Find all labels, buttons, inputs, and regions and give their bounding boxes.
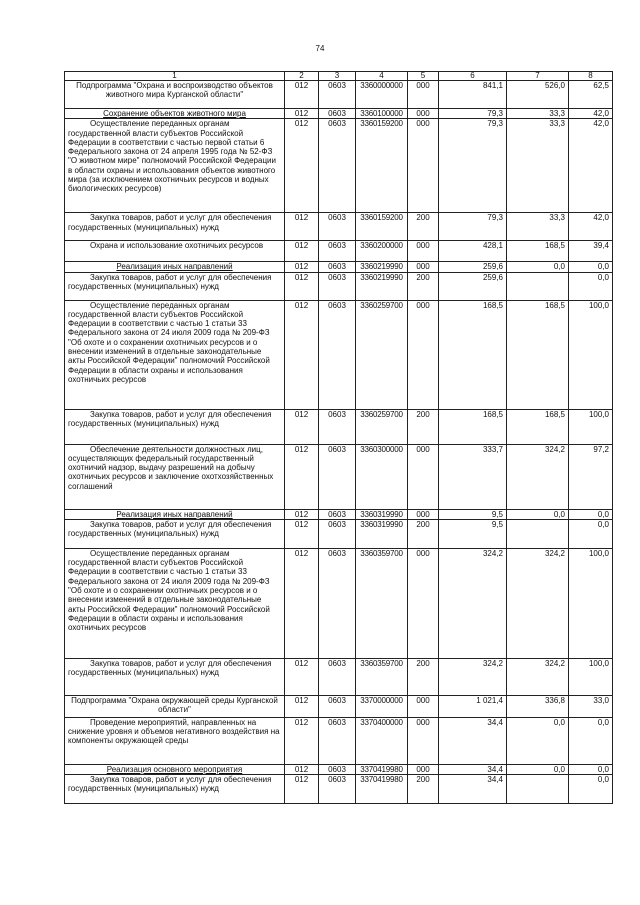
- cell-expense-type: 200: [408, 775, 439, 804]
- cell-planned: 168,5: [439, 409, 507, 444]
- row-name: Закупка товаров, работ и услуг для обеспечения государственных (муниципальных) нужд: [65, 658, 285, 695]
- cell-executed: [507, 519, 569, 548]
- cell-section-code: 0603: [319, 509, 356, 519]
- cell-ministry-code: 012: [285, 775, 319, 804]
- cell-section-code: 0603: [319, 213, 356, 241]
- cell-ministry-code: 012: [285, 109, 319, 119]
- cell-expense-type: 200: [408, 409, 439, 444]
- table-row: [65, 764, 613, 774]
- page-number: 74: [315, 44, 325, 53]
- row-name: Реализация иных направлений: [65, 509, 285, 519]
- cell-ministry-code: 012: [285, 213, 319, 241]
- cell-percent: 100,0: [569, 548, 613, 658]
- cell-executed: 0,0: [507, 764, 569, 774]
- cell-ministry-code: 012: [285, 81, 319, 109]
- cell-expense-type: 000: [408, 119, 439, 213]
- cell-expense-type: 000: [408, 764, 439, 774]
- cell-expense-type: 000: [408, 548, 439, 658]
- cell-target-article: 3370419980: [356, 775, 408, 804]
- cell-section-code: 0603: [319, 548, 356, 658]
- cell-target-article: 3360319990: [356, 519, 408, 548]
- cell-executed: [507, 775, 569, 804]
- row-name: Охрана и использование охотничьих ресурсов: [65, 241, 285, 262]
- cell-planned: 324,2: [439, 548, 507, 658]
- cell-planned: 324,2: [439, 658, 507, 695]
- cell-percent: 42,0: [569, 109, 613, 119]
- cell-target-article: 3360359700: [356, 658, 408, 695]
- cell-ministry-code: 012: [285, 300, 319, 409]
- cell-executed: 168,5: [507, 409, 569, 444]
- cell-planned: 428,1: [439, 241, 507, 262]
- cell-target-article: 3360259700: [356, 409, 408, 444]
- table-row: [65, 272, 613, 300]
- column-header: 2: [285, 72, 319, 81]
- cell-percent: 0,0: [569, 764, 613, 774]
- row-name: Осуществление переданных органам государственной власти субъектов Российской Федерации в соответствии с частью 1 статьи 33 Федерального закона от 24 июля 2009 года № 209-ФЗ "Об охоте и о сохранении охотничьих ресурсов и о внесении изменений в отдельные законодательные акты Российской Федерации" полномочий Российской Федерации в области охраны и использования охотничьих ресурсов: [65, 548, 285, 658]
- cell-percent: 33,0: [569, 695, 613, 717]
- cell-expense-type: 000: [408, 509, 439, 519]
- cell-section-code: 0603: [319, 119, 356, 213]
- cell-planned: 168,5: [439, 300, 507, 409]
- cell-executed: 0,0: [507, 262, 569, 272]
- cell-section-code: 0603: [319, 109, 356, 119]
- row-name: Закупка товаров, работ и услуг для обеспечения государственных (муниципальных) нужд: [65, 272, 285, 300]
- table-row: [65, 444, 613, 509]
- budget-table-body: [65, 72, 613, 804]
- row-name: Сохранение объектов животного мира: [65, 109, 285, 119]
- cell-section-code: 0603: [319, 444, 356, 509]
- cell-ministry-code: 012: [285, 519, 319, 548]
- cell-ministry-code: 012: [285, 272, 319, 300]
- cell-planned: 9,5: [439, 519, 507, 548]
- cell-percent: 0,0: [569, 775, 613, 804]
- cell-percent: 39,4: [569, 241, 613, 262]
- table-row: [65, 775, 613, 804]
- cell-expense-type: 200: [408, 272, 439, 300]
- cell-expense-type: 000: [408, 695, 439, 717]
- cell-planned: 333,7: [439, 444, 507, 509]
- table-row: [65, 241, 613, 262]
- cell-target-article: 3360200000: [356, 241, 408, 262]
- row-name: Подпрограмма "Охрана и воспроизводство объектов животного мира Курганской области": [65, 81, 285, 109]
- cell-target-article: 3360159200: [356, 213, 408, 241]
- cell-target-article: 3360159200: [356, 119, 408, 213]
- cell-ministry-code: 012: [285, 409, 319, 444]
- cell-planned: 34,4: [439, 764, 507, 774]
- cell-percent: 0,0: [569, 717, 613, 764]
- row-name: Закупка товаров, работ и услуг для обеспечения государственных (муниципальных) нужд: [65, 213, 285, 241]
- cell-executed: 324,2: [507, 658, 569, 695]
- column-header: 6: [439, 72, 507, 81]
- table-row: [65, 509, 613, 519]
- cell-expense-type: 200: [408, 519, 439, 548]
- cell-expense-type: 000: [408, 241, 439, 262]
- cell-percent: 100,0: [569, 300, 613, 409]
- row-name: Реализация основного мероприятия: [65, 764, 285, 774]
- cell-percent: 42,0: [569, 119, 613, 213]
- cell-target-article: 3360300000: [356, 444, 408, 509]
- cell-ministry-code: 012: [285, 548, 319, 658]
- cell-executed: [507, 272, 569, 300]
- cell-section-code: 0603: [319, 695, 356, 717]
- cell-percent: 0,0: [569, 509, 613, 519]
- column-header: 7: [507, 72, 569, 81]
- column-header: 4: [356, 72, 408, 81]
- table-row: [65, 548, 613, 658]
- cell-target-article: 3360100000: [356, 109, 408, 119]
- cell-executed: 324,2: [507, 444, 569, 509]
- column-header: 1: [65, 72, 285, 81]
- table-row: [65, 81, 613, 109]
- cell-ministry-code: 012: [285, 119, 319, 213]
- table-row: [65, 300, 613, 409]
- cell-expense-type: 000: [408, 717, 439, 764]
- row-name: Подпрограмма "Охрана окружающей среды Курганской области": [65, 695, 285, 717]
- cell-executed: 168,5: [507, 241, 569, 262]
- cell-percent: 100,0: [569, 409, 613, 444]
- cell-executed: 33,3: [507, 213, 569, 241]
- cell-ministry-code: 012: [285, 262, 319, 272]
- cell-executed: 324,2: [507, 548, 569, 658]
- cell-percent: 0,0: [569, 272, 613, 300]
- cell-target-article: 3360359700: [356, 548, 408, 658]
- cell-ministry-code: 012: [285, 695, 319, 717]
- cell-section-code: 0603: [319, 81, 356, 109]
- cell-target-article: 3360319990: [356, 509, 408, 519]
- cell-section-code: 0603: [319, 409, 356, 444]
- cell-executed: 0,0: [507, 509, 569, 519]
- cell-planned: 79,3: [439, 119, 507, 213]
- row-name: Осуществление переданных органам государственной власти субъектов Российской Федерации в соответствии с частью первой статьи 6 Федерального закона от 24 апреля 1995 года № 52-ФЗ "О животном мире" полномочий Российской Федерации в области охраны и использования объектов животного мира (за исключением охотничьих ресурсов и водных биологических ресурсов): [65, 119, 285, 213]
- cell-expense-type: 000: [408, 444, 439, 509]
- cell-planned: 841,1: [439, 81, 507, 109]
- row-name: Закупка товаров, работ и услуг для обеспечения государственных (муниципальных) нужд: [65, 519, 285, 548]
- table-row: [65, 109, 613, 119]
- cell-percent: 0,0: [569, 262, 613, 272]
- cell-ministry-code: 012: [285, 717, 319, 764]
- cell-ministry-code: 012: [285, 509, 319, 519]
- column-header: 8: [569, 72, 613, 81]
- cell-expense-type: 000: [408, 81, 439, 109]
- cell-expense-type: 000: [408, 300, 439, 409]
- budget-table: [64, 71, 613, 804]
- cell-percent: 42,0: [569, 213, 613, 241]
- cell-section-code: 0603: [319, 519, 356, 548]
- cell-section-code: 0603: [319, 764, 356, 774]
- cell-target-article: 3360259700: [356, 300, 408, 409]
- row-name: Закупка товаров, работ и услуг для обеспечения государственных (муниципальных) нужд: [65, 775, 285, 804]
- cell-planned: 1 021,4: [439, 695, 507, 717]
- cell-planned: 259,6: [439, 272, 507, 300]
- cell-executed: 526,0: [507, 81, 569, 109]
- cell-section-code: 0603: [319, 262, 356, 272]
- cell-target-article: 3370400000: [356, 717, 408, 764]
- cell-ministry-code: 012: [285, 444, 319, 509]
- cell-section-code: 0603: [319, 658, 356, 695]
- cell-section-code: 0603: [319, 717, 356, 764]
- cell-target-article: 3360000000: [356, 81, 408, 109]
- cell-planned: 34,4: [439, 775, 507, 804]
- cell-section-code: 0603: [319, 300, 356, 409]
- cell-section-code: 0603: [319, 272, 356, 300]
- table-row: [65, 695, 613, 717]
- cell-planned: 79,3: [439, 109, 507, 119]
- column-header: 5: [408, 72, 439, 81]
- cell-expense-type: 200: [408, 658, 439, 695]
- table-row: [65, 519, 613, 548]
- table-row: [65, 409, 613, 444]
- cell-executed: 33,3: [507, 119, 569, 213]
- cell-percent: 62,5: [569, 81, 613, 109]
- cell-expense-type: 000: [408, 109, 439, 119]
- cell-ministry-code: 012: [285, 764, 319, 774]
- row-name: Обеспечение деятельности должностных лиц, осуществляющих федеральный государственный охотничий надзор, выдачу разрешений на добычу охотничьих ресурсов и заключение охотхозяйственных соглашений: [65, 444, 285, 509]
- row-name: Проведение мероприятий, направленных на снижение уровня и объемов негативного воздействия на компоненты окружающей среды: [65, 717, 285, 764]
- table-row: [65, 717, 613, 764]
- row-name: Закупка товаров, работ и услуг для обеспечения государственных (муниципальных) нужд: [65, 409, 285, 444]
- table-row: [65, 658, 613, 695]
- cell-expense-type: 200: [408, 213, 439, 241]
- column-number-row: [65, 72, 613, 81]
- cell-ministry-code: 012: [285, 241, 319, 262]
- cell-target-article: 3370419980: [356, 764, 408, 774]
- cell-target-article: 3360219990: [356, 262, 408, 272]
- cell-section-code: 0603: [319, 775, 356, 804]
- cell-percent: 97,2: [569, 444, 613, 509]
- column-header: 3: [319, 72, 356, 81]
- cell-target-article: 3360219990: [356, 272, 408, 300]
- cell-planned: 79,3: [439, 213, 507, 241]
- cell-expense-type: 000: [408, 262, 439, 272]
- row-name: Осуществление переданных органам государственной власти субъектов Российской Федерации в соответствии с частью 1 статьи 33 Федерального закона от 24 июля 2009 года № 209-ФЗ "Об охоте и о сохранении охотничьих ресурсов и о внесении изменений в отдельные законодательные акты Российской Федерации" полномочий Российской Федерации в области охраны и использования охотничьих ресурсов: [65, 300, 285, 409]
- cell-planned: 259,6: [439, 262, 507, 272]
- cell-section-code: 0603: [319, 241, 356, 262]
- cell-ministry-code: 012: [285, 658, 319, 695]
- cell-executed: 168,5: [507, 300, 569, 409]
- cell-planned: 34,4: [439, 717, 507, 764]
- cell-percent: 0,0: [569, 519, 613, 548]
- table-row: [65, 262, 613, 272]
- table-row: [65, 213, 613, 241]
- table-row: [65, 119, 613, 213]
- cell-executed: 336,8: [507, 695, 569, 717]
- cell-target-article: 3370000000: [356, 695, 408, 717]
- cell-executed: 33,3: [507, 109, 569, 119]
- cell-planned: 9,5: [439, 509, 507, 519]
- cell-percent: 100,0: [569, 658, 613, 695]
- cell-executed: 0,0: [507, 717, 569, 764]
- row-name: Реализация иных направлений: [65, 262, 285, 272]
